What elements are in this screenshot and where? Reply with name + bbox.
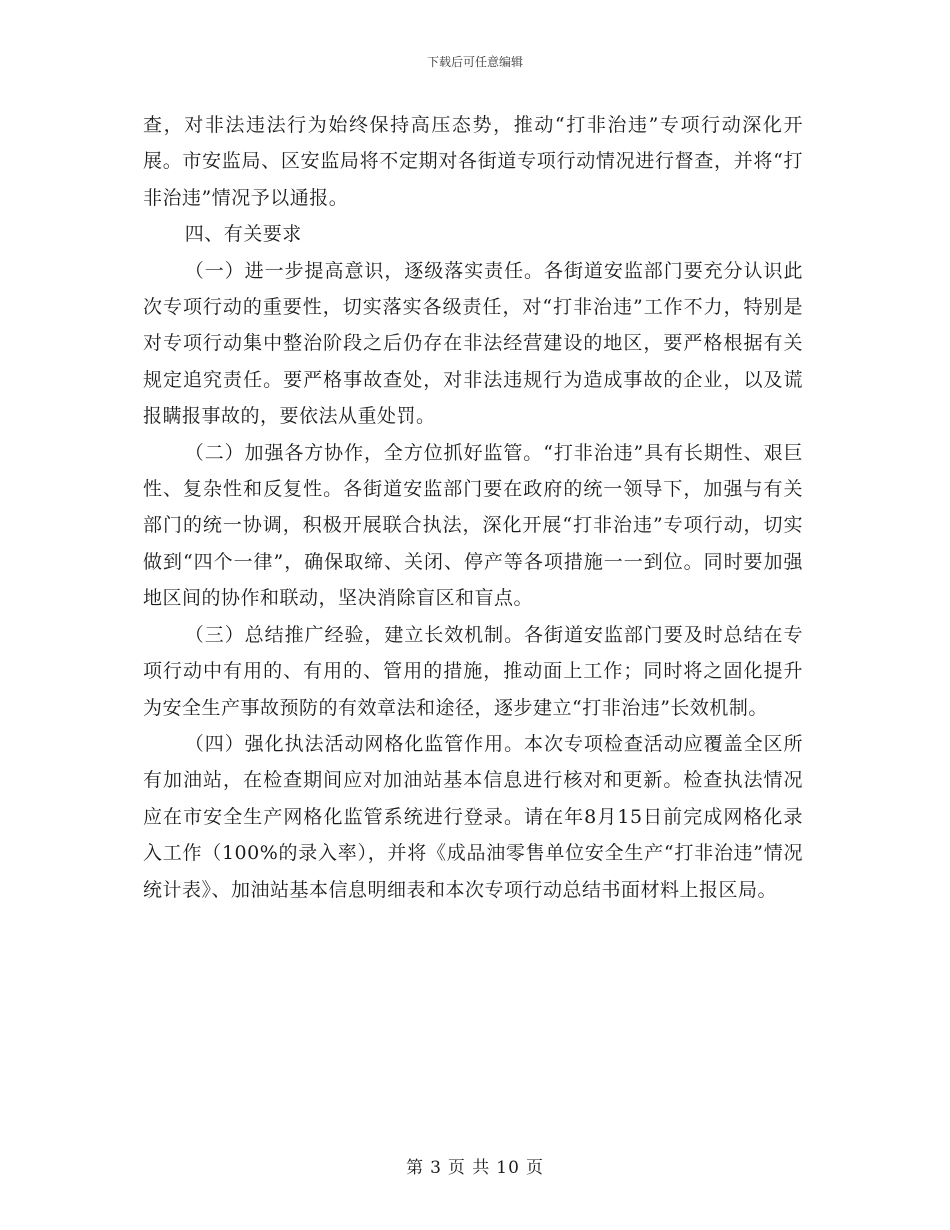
paragraph-requirement-1: （一）进一步提高意识，逐级落实责任。各街道安监部门要充分认识此次专项行动的重要性，切实落实各级责任，对“打非治违”工作不力，特别是对专项行动集中整治阶段之后仍存在非法经营建设的地区，要严格根据有关规定追究责任。要严格事故查处，对非法违规行为造成事故的企业，以及谎报瞒报事故的，要依法从重处罚。 bbox=[143, 259, 803, 428]
paragraph-requirement-3: （三）总结推广经验，建立长效机制。各街道安监部门要及时总结在专项行动中有用的、有用的、管用的措施，推动面上工作；同时将之固化提升为安全生产事故预防的有效章法和途径，逐步建立“打非治违”长效机制。 bbox=[143, 623, 803, 719]
footer-prefix: 第 bbox=[406, 1158, 425, 1178]
document-body bbox=[143, 107, 803, 908]
paragraph-requirement-4: （四）强化执法活动网格化监管作用。本次专项检查活动应覆盖全区所有加油站，在检查期间应对加油站基本信息进行核对和更新。检查执法情况应在市安全生产网格化监管系统进行登录。请在年8月15日前完成网格化录入工作（100%的录入率），并将《成品油零售单位安全生产“打非治违”情况统计表》、加油站基本信息明细表和本次专项行动总结书面材料上报区局。 bbox=[143, 732, 803, 901]
header-note: 下载后可任意编辑 bbox=[426, 55, 523, 69]
footer-page-number: 3 bbox=[430, 1158, 442, 1178]
footer-suffix: 页 bbox=[525, 1158, 544, 1178]
page-footer bbox=[0, 1153, 950, 1178]
paragraph-requirement-2: （二）加强各方协作，全方位抓好监管。“打非治违”具有长期性、艰巨性、复杂性和反复性。各街道安监部门要在政府的统一领导下，加强与有关部门的统一协调，积极开展联合执法，深化开展“打非治违”专项行动，切实做到“四个一律”，确保取缔、关闭、停产等各项措施一一到位。同时要加强地区间的协作和联动，坚决消除盲区和盲点。 bbox=[143, 441, 803, 610]
paragraph-continuation: 查，对非法违法行为始终保持高压态势，推动“打非治违”专项行动深化开展。市安监局、区安监局将不定期对各街道专项行动情况进行督查，并将“打非治违”情况予以通报。 bbox=[143, 114, 803, 209]
section-heading: 四、有关要求 bbox=[184, 223, 302, 246]
footer-total-pages: 10 bbox=[496, 1158, 520, 1178]
footer-middle: 页 共 bbox=[447, 1158, 491, 1178]
